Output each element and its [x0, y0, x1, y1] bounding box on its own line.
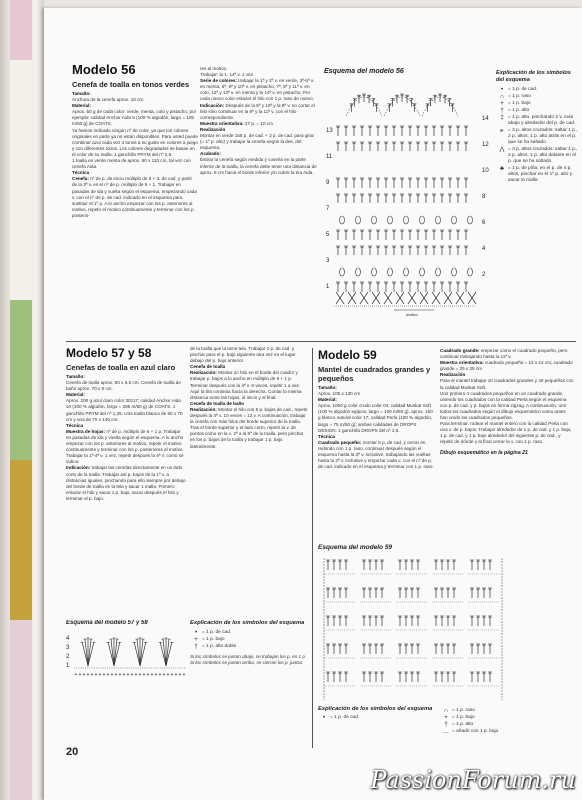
single-crochet-mark: + — [106, 672, 110, 678]
single-crochet-mark: + — [154, 672, 158, 678]
leaf-stitch — [88, 639, 91, 666]
paragraph-heading: Cenefa: — [72, 176, 89, 182]
model59-chart-diagram — [318, 554, 508, 704]
paragraph-heading: Acabado: — [200, 151, 221, 157]
leaf-stitch — [114, 639, 117, 666]
text-paragraph: Realización: Montar un hilo en el borde del cuadro y trabajar p. bajos a lo ancho en múltiplo de 6 + 1 p. Terminar después con la 4ª v. 8 veces, repetir 1 a vez. Aquí la tira continúa hacia la derecha. Contar la misma distancia entre las hojas, al inicio y al final. — [190, 370, 302, 400]
legend-item — [190, 630, 308, 636]
legend-label: = 1 p. alto doble — [202, 644, 237, 649]
legend-item — [496, 166, 578, 184]
model56-chart-diagram — [324, 78, 494, 318]
text-paragraph: Indicación: trabajar las cenefas directamente en un lado corto de la toalla. Trabajar así p. bajos de la 1ª v. a distancias iguales, pinchando para ello siempre por debajo del borde de toalla en la tela y sacar 1 malla. Primero enlazar el hilo y sacar 1 p. bajo, sacar después el hilo y terminar el p. bajo. — [66, 465, 186, 501]
model57-legend-list — [190, 630, 308, 650]
single-crochet-mark: + — [122, 672, 126, 678]
model59-legend-title: Explicación de los símbolos del esquema — [318, 706, 433, 712]
model57-text — [190, 346, 308, 450]
puff-stitch — [420, 268, 425, 276]
text-paragraph: de la toalla que la tiene tela. Trabajar 2 p. de cad. y pinchar para el p. bajo siguiente otra vez en el lugar debajo del p. bajo anterior. — [190, 346, 296, 364]
model59-chart-title: Esquema del modelo 59 — [318, 544, 393, 551]
paragraph-heading: Cuadrado pequeño: — [318, 439, 362, 445]
single-crochet-mark: + — [174, 672, 178, 678]
row-number-right: 2 — [482, 272, 486, 278]
leaf-stitch — [160, 642, 166, 666]
leaf-stitch — [140, 642, 146, 666]
magazine-spine — [0, 0, 44, 800]
page-number: 20 — [66, 746, 79, 758]
paragraph-heading: Cenefa de toalla de baño — [190, 400, 245, 406]
paragraph-heading: Muestra orientativa: — [200, 120, 244, 126]
paragraph-heading: Indicación: — [66, 465, 91, 471]
paragraph-heading: Realización — [200, 126, 226, 132]
single-crochet-mark: + — [118, 672, 122, 678]
row-number-right: 8 — [482, 194, 486, 200]
single-crochet-mark: + — [94, 672, 98, 678]
legend-label: = 1 p. alto — [452, 722, 474, 727]
single-crochet-mark: + — [86, 672, 90, 678]
crochet-symbol-icon: † — [444, 722, 448, 728]
model59-legend-list-right — [440, 708, 540, 735]
section-divider — [66, 341, 576, 342]
model56-title: Modelo 56 — [72, 62, 136, 77]
model57-legend — [190, 620, 308, 740]
paragraph-heading: Técnica — [66, 422, 84, 428]
text-paragraph: Trabajar: la 1. 14ª v. 1 vez. — [200, 72, 255, 78]
paragraph-heading: Realización — [440, 372, 466, 378]
crochet-symbol-icon: ∩ — [443, 708, 449, 714]
crochet-symbol-icon: ♣ — [500, 166, 504, 172]
crochet-symbol-icon: † — [194, 644, 198, 650]
text-paragraph: Cenefa: nº de p. de inicio múltiplo de 6 + 3, de cad. y partir de la 3ª v. es el nº de p. múltiplo de 6 + 1. Trabajar en pasadas de ida y vuelta según el esquema, empezando cada v. con el nº de p. de cad. indicado en el esquema para sustituir el 1º p. A lo ancho empezar con los p. anteriores al motivo, repetir el motivo continuamente y terminar con los p. posterio- — [72, 176, 197, 218]
spine-stripe — [10, 60, 32, 300]
text-paragraph: Estirar la cenefa según medida y coserla en la parte inferior de la toalla, la cenefa debe tener una distancia de aprox. 8 cm hacia el borde inferior y/o cubrir la tira Aida. — [200, 157, 317, 175]
single-crochet-mark: + — [98, 672, 102, 678]
legend-item — [440, 729, 540, 735]
legend-item — [496, 128, 578, 146]
model59-column-2 — [440, 348, 574, 558]
puff-stitch — [452, 216, 457, 224]
legend-item — [440, 715, 540, 721]
single-crochet-mark: + — [114, 672, 118, 678]
leaf-stitch — [88, 642, 94, 666]
model56-text — [200, 66, 318, 176]
text-paragraph: Aprox. 50 g de cada color: verde, menta, coto y pistacho; por ejemplo: calidad Anchor Aida 5 (100 % algodón, largo = 105 m/50 g) de COATS. — [72, 109, 197, 127]
single-crochet-mark: + — [130, 672, 134, 678]
text-paragraph: Realización: Montar el hilo con 5 p. bajos de cad., repetir después la 4ª v. 10 veces = 12 v. A continuación, trabajar la cenefa con más hilos del borde superior de la toalla. Tras el borde superior y el lado corto, repetir la v. de puntos como en la v. 2ª a la 5ª de la toalla, pero pinchar en los p. bajos de la toalla y trabajar 1 p. bajo lateralmente. — [190, 406, 308, 449]
legend-item — [496, 147, 578, 165]
text-paragraph: Unir primero 4 cuadrados pequeños en un cuadrado grande, uniendo los cuadrados con la calidad Perla según el esquema con p. de cad. y p. bajos en forma zigzag. A continuación, unir todos los cuadrados según el dibujo esquemático como antes han unido los cuadrados pequeños. — [440, 390, 567, 421]
paragraph-heading: Muestra orientativa: — [440, 360, 484, 366]
crochet-symbol-icon: + — [500, 101, 504, 107]
puff-stitch — [340, 268, 345, 276]
leaf-stitch — [166, 642, 172, 666]
puff-stitch — [356, 268, 361, 276]
model56-chart — [324, 68, 494, 318]
model57-chart-title: Esquema del modelo 57 y 58 — [66, 620, 148, 626]
puff-stitch — [388, 216, 393, 224]
single-crochet-mark: + — [150, 672, 154, 678]
model59-note: Dibujo esquemático en la página 21 — [440, 449, 528, 456]
leaf-stitch — [166, 639, 169, 666]
spine-stripe — [10, 300, 32, 460]
spine-stripe — [10, 620, 32, 800]
puff-stitch — [468, 268, 473, 276]
model59-text — [440, 348, 574, 446]
model59-title: Modelo 59 — [318, 348, 377, 362]
model56-legend-title: Explicación de los símbolos del esquema — [496, 70, 571, 83]
paragraph-heading: Tamaño: — [66, 374, 85, 379]
paragraph-heading: Cenefa de toalla — [190, 364, 226, 370]
text-paragraph: Cuadrado grande: empezar como el cuadrado pequeño, pero continuar trabajando hasta la 11ª v. — [440, 348, 568, 360]
single-crochet-mark: + — [146, 672, 150, 678]
row-number-right: 14 — [482, 116, 489, 122]
model59-subtitle: Mantel de cuadrados grandes y pequeños — [318, 365, 431, 383]
text-paragraph: Cuadrado pequeño: montar 6 p. de cad. y cerrar en redondo con 1 p. raso, continuar después según el esquema hasta la 3ª v. inclusive, trabajando las vueltas hasta la 3ª v. inclusive y empezar cada v. con el nº de p. de cad. indicado en el esquema y terminar con 1 p. raso. — [318, 439, 434, 470]
single-crochet-mark: + — [142, 672, 146, 678]
legend-label: = 1 p. bajo — [202, 637, 225, 642]
vertical-divider — [312, 348, 313, 748]
single-crochet-mark: + — [78, 672, 82, 678]
legend-label: = 1 p. de piña: en el p. de 4 p. altos, pinchar en el 1º p. alto y sacar la malla — [508, 166, 573, 183]
model59-chart — [318, 544, 508, 704]
puff-stitch — [340, 216, 345, 224]
single-crochet-mark: + — [126, 672, 130, 678]
legend-item — [496, 101, 578, 107]
legend-label: = añadir con 1 p. bajo — [452, 729, 499, 734]
single-crochet-mark: + — [102, 672, 106, 678]
text-paragraph: Ya hemos indicado ningún nº de color, ya que los colores originales en parte ya no están disponibles. Para usted puede combinar azul cada vez 4 tonos a su gusto en colores a juego y con diferentes tonos. Los colores degradados se basan en el color de su toalla. 1 ganchillo PRYM del nº 2,5. — [72, 127, 198, 157]
text-paragraph: Indicación: Después de la 6ª y 10ª y la 8ª v. no cortar el hilo sino continuar en la 9ª y la 11ª v. con el hilo correspondiente. — [200, 102, 315, 120]
text-paragraph: Muestra orientativa: cuadrado pequeño = 12 x 12 cm; cuadrado grande = 25 x 25 cm — [440, 360, 573, 372]
text-paragraph: Muestra orientativa: 27 p. = 10 cm — [200, 120, 273, 126]
row-number-right: 12 — [482, 142, 489, 148]
repeat-label: motivo — [406, 312, 418, 317]
single-crochet-mark: + — [134, 672, 138, 678]
text-paragraph: Para terminar, rodear el mantel entero con la calidad Perla con una v. de p. bajos. Trabajar alrededor de 1 p. de cad. y 1 p. bajo, 1 p. de cad. y 1 p. bajo alrededor del siguiente p. de cad., y repetir de dónde y al final cerrar la v. con 1 p. raso. — [440, 421, 572, 445]
model56-subtitle: Cenefa de toalla en tonos verdes — [72, 80, 190, 89]
row-number-left: 7 — [326, 206, 330, 212]
model59-text — [318, 385, 436, 470]
text-paragraph: Aprox. 1000 g color crudo color 04; calidad Muskat Soft (100 % algodón egipcio, largo = 100 m/50 g), aprox. 150 g blanco natural color 17; calidad Perla (100 % algodón, largo = 75 m/50 g); ambas calidades de DROPS DESIGN. 1 ganchillo DROPS del nº 3,5. — [318, 403, 433, 433]
paragraph-heading: Técnica — [318, 433, 336, 439]
crochet-symbol-icon: … — [443, 729, 449, 735]
model56-legend-list — [496, 87, 578, 184]
text-paragraph: res al motivo. — [200, 66, 228, 71]
model59-column-1 — [318, 348, 436, 558]
legend-item — [496, 108, 578, 114]
leaf-stitch — [137, 639, 140, 666]
row-number-left: 13 — [326, 128, 333, 134]
puff-stitch — [404, 268, 409, 276]
single-crochet-mark: + — [158, 672, 162, 678]
legend-item — [190, 644, 308, 650]
legend-label: = 1 p. de cad. — [508, 87, 538, 92]
model57-footnote: Si los símbolos se juntan abajo, se trabajan los p. en 1 p. Si los símbolos se juntan arriba, se cierran los p. juntos. — [190, 654, 307, 666]
paragraph-heading: Cuadrado grande: — [440, 348, 480, 353]
legend-label: = 1 p. de cad. — [202, 630, 232, 635]
row-number-left: 9 — [326, 180, 330, 186]
text-paragraph: Aprox. 105 x 130 cm — [318, 391, 361, 397]
puff-stitch — [436, 268, 441, 276]
row-number-left: 3 — [66, 645, 70, 651]
puff-stitch — [452, 268, 457, 276]
legend-item — [440, 722, 540, 728]
legend-item — [190, 637, 308, 643]
model59-legend-right — [440, 708, 540, 753]
model56-legend — [496, 70, 578, 320]
model57-legend-title: Explicación de los símbolos del esquema — [190, 620, 305, 626]
text-paragraph: Cenefa de toalla aprox. 50 x 6,5 cm. Cenefa de toalla de baño aprox. 70 x 8 cm. — [66, 380, 181, 392]
legend-label: = 1 p. bajo — [508, 101, 531, 106]
text-paragraph: Muestra de hojas: nº de p. múltiplo de 6 + 1 p. Trabajar en pasadas de ida y vuelta según el esquema. A lo ancho empezar con los p. anteriores al motivo, repetir el motivo continuamente y terminar con los p. posteriores al motivo. Trabajar la 1ª-4ª v. 1 vez, repetir después la 4ª v. como se indica. — [66, 428, 184, 465]
legend-label: = 3 p. altos cruzados: saltar 1 p., 2 p. altos, 1 p. alto delante en el p. que se ha saltado — [508, 147, 578, 164]
text-paragraph: Para el mantel trabajar 10 cuadrados grandes y 40 pequeños con la calidad Muskat Soft. — [440, 378, 574, 390]
crochet-symbol-icon: • — [194, 630, 198, 636]
puff-stitch — [468, 216, 473, 224]
model56-column-2 — [200, 66, 318, 338]
model56-column-1 — [72, 62, 198, 342]
row-number-left: 11 — [326, 154, 333, 160]
single-crochet-mark: + — [74, 672, 78, 678]
row-number-right: 10 — [482, 168, 489, 174]
model57-text — [66, 374, 186, 502]
puff-stitch — [420, 216, 425, 224]
crochet-symbol-icon: ∩ — [499, 94, 505, 100]
leaf-stitch — [134, 642, 140, 666]
model57-title: Modelo 57 y 58 — [66, 346, 152, 360]
text-paragraph: Montar en verde 155 p. de cad. + 3 p. de cad. para girar (= 1º p. alto) y trabajar la cenefa según la des. del esquema. — [200, 133, 315, 151]
model59-legend — [318, 706, 438, 751]
legend-item — [496, 87, 578, 93]
paragraph-heading: Realización: — [190, 370, 217, 376]
text-paragraph: Anchura de la cenefa aprox. 10 cm. — [72, 97, 145, 103]
single-crochet-mark: + — [90, 672, 94, 678]
puff-stitch — [404, 216, 409, 224]
puff-stitch — [372, 268, 377, 276]
legend-item — [496, 115, 578, 127]
paragraph-heading: Material: — [318, 397, 337, 403]
model56-text — [72, 91, 198, 219]
legend-label: = 1 p. alto, pinchando 2 v. más abajo y alrededor del p. de cad. — [508, 115, 576, 126]
single-crochet-mark: + — [82, 672, 86, 678]
model57-subtitle: Cenefas de toalla en azul claro — [66, 363, 176, 372]
row-number-left: 1 — [326, 284, 330, 290]
model57-column-2 — [190, 346, 308, 616]
crochet-symbol-icon: • — [322, 715, 326, 721]
paragraph-heading: Técnica — [72, 170, 90, 176]
legend-label: = 1 p. bajo — [452, 715, 475, 720]
legend-label: = 1 p. raso — [452, 708, 475, 713]
single-crochet-mark: + — [110, 672, 114, 678]
leaf-stitch — [82, 642, 88, 666]
legend-item — [496, 94, 578, 100]
leaf-stitch — [140, 639, 143, 666]
row-number-left: 5 — [326, 232, 330, 238]
leaf-stitch — [111, 639, 114, 666]
single-crochet-mark: + — [178, 672, 182, 678]
puff-stitch — [388, 268, 393, 276]
model57-chart — [66, 620, 188, 680]
paragraph-heading: Muestra de hojas: — [66, 428, 106, 434]
legend-item — [318, 715, 438, 721]
legend-label: = 1 p. alto — [508, 108, 530, 113]
puff-stitch — [372, 216, 377, 224]
magazine-page — [44, 8, 582, 800]
spine-stripe — [10, 0, 32, 60]
crochet-symbol-icon: ‡ — [500, 115, 504, 121]
paragraph-heading: Material: — [66, 392, 85, 398]
legend-label: = 3 p. altos cruzados: saltar 1 p., 2 p. altos, 1 p. alto atrás en el p. que se ha saltado — [508, 128, 578, 145]
row-number-left: 3 — [326, 258, 330, 264]
crochet-symbol-icon: • — [500, 87, 504, 93]
paragraph-heading: Tamaño: — [72, 91, 91, 96]
single-crochet-mark: + — [182, 672, 186, 678]
puff-stitch — [436, 216, 441, 224]
crochet-symbol-icon: ⫸ — [500, 128, 504, 134]
row-number-left: 2 — [66, 654, 70, 660]
spine-stripe — [10, 460, 32, 620]
watermark-logo: PassionForum.ru — [370, 766, 576, 794]
leaf-stitch — [108, 642, 114, 666]
model59-legend-list-left — [318, 715, 438, 721]
paragraph-heading: Realización: — [190, 406, 217, 412]
single-crochet-mark: + — [170, 672, 174, 678]
leaf-stitch — [85, 639, 88, 666]
leaf-stitch — [114, 642, 120, 666]
legend-label: = 1 p. raso — [508, 94, 531, 99]
legend-item — [440, 708, 540, 714]
crochet-symbol-icon: + — [444, 715, 448, 721]
single-crochet-mark: + — [162, 672, 166, 678]
single-crochet-mark: + — [166, 672, 170, 678]
leaf-stitch — [163, 639, 166, 666]
puff-stitch — [356, 216, 361, 224]
paragraph-heading: Material: — [72, 103, 91, 109]
paragraph-heading: Indicación: — [200, 102, 225, 108]
text-paragraph: 1 toalla en verde menta de aprox. 60 x 110 cm, tal vez con cenefa Aida. — [72, 158, 191, 170]
legend-label: = 1 p. de cad. — [330, 715, 360, 720]
single-crochet-mark: + — [138, 672, 142, 678]
crochet-symbol-icon: † — [500, 108, 504, 114]
row-number-left: 4 — [66, 636, 70, 642]
text-paragraph: Serie de colores: trabajar la 1ª y 2ª v. en verde, 3ª-5ª v. en menta, 6ª, 9ª y 10ª v. en pistacho, 7ª, 8ª y 11ª v. en coto, 12ª y 13ª v. en menta y la 14ª v. en pistacho. Por cada nuevo color enlazar el hilo con 1 p. raso de nuevo. — [200, 78, 315, 102]
crochet-symbol-icon: ⋀ — [499, 147, 505, 153]
crochet-symbol-icon: + — [194, 637, 198, 643]
row-number-right: 6 — [482, 220, 486, 226]
model57-column-1 — [66, 346, 186, 616]
text-paragraph: Aprox. 200 g azul claro color 30117; calidad Anchor Aida 10 (100 % algodón, largo = 285 m/50 g) de COATS. 1 ganchillo PRYM del nº 1,25. Una toalla blanca de 50 x 70 cm y una de 70 x 140 cm. — [66, 398, 183, 422]
paragraph-heading: Tamaño: — [318, 385, 337, 390]
row-number-right: 4 — [482, 246, 486, 252]
row-number-left: 1 — [66, 663, 70, 669]
model57-chart-diagram — [66, 630, 188, 678]
paragraph-heading: Serie de colores: — [200, 78, 238, 84]
model56-chart-title: Esquema del modelo 56 — [324, 68, 404, 75]
